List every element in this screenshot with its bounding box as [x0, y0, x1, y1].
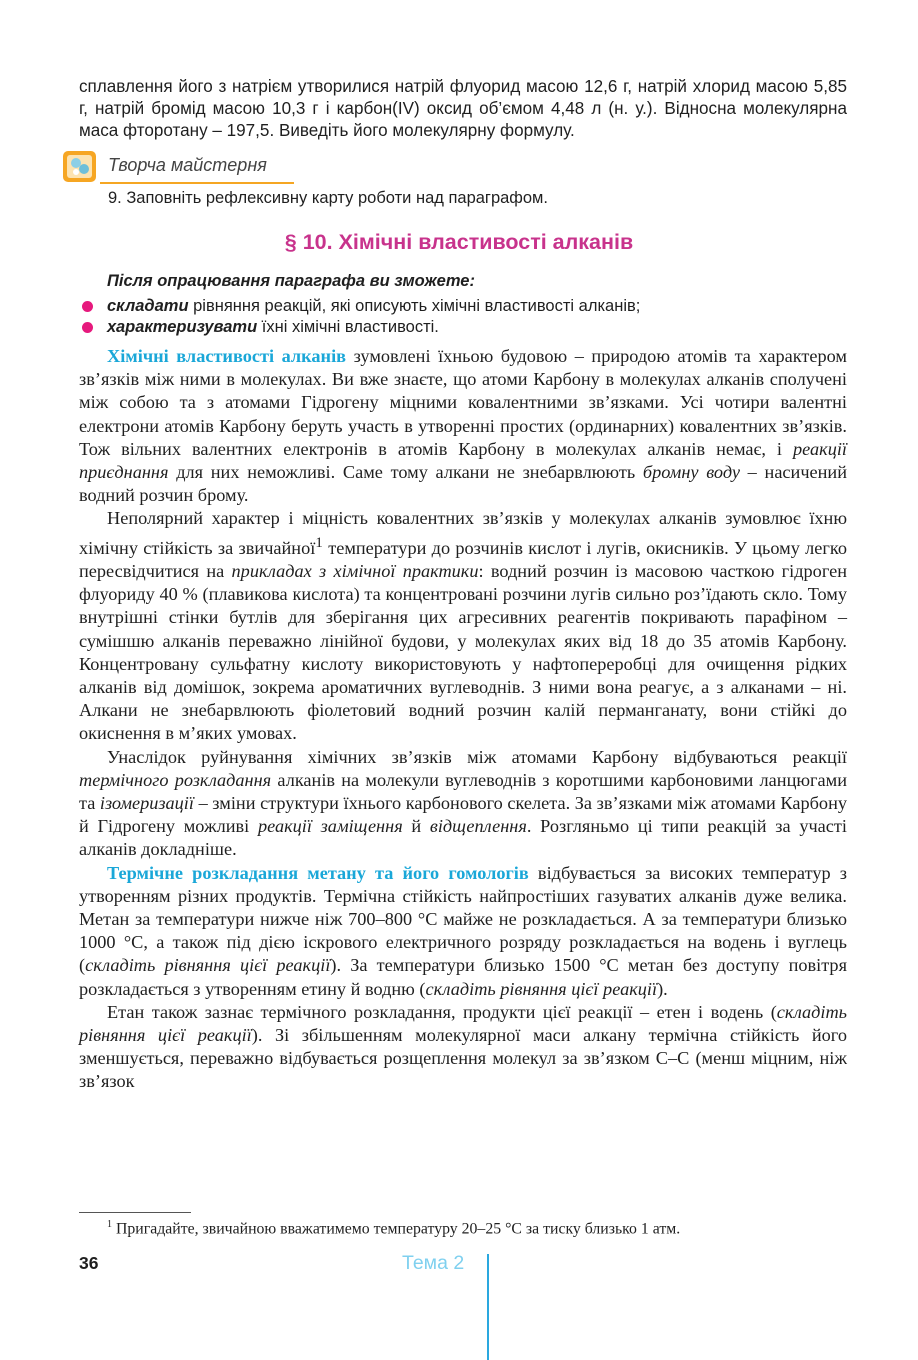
term: реакції приєднання	[79, 438, 847, 483]
text: Унаслідок руйнування хімічних зв’язків між атомами Карбону відбуваються реакції	[107, 746, 847, 767]
term: прикладах з хімічної практики	[231, 560, 479, 581]
text: ). Зі збільшенням молекулярної маси алкану термічна стійкість його зменшується, переважно відбувається розщеплення молекул за зв’язком С–С (менш міцним, ніж зв’язок	[79, 1024, 847, 1092]
keyword: Термічне розкладання метану та його гомологів	[107, 862, 529, 883]
outcome-verb: складати	[107, 297, 189, 315]
instruction: складіть рівняння цієї реакції	[425, 978, 658, 999]
section-title: § 10. Хімічні властивості алканів	[284, 230, 634, 254]
creative-workshop-icon	[62, 148, 98, 184]
body-text	[79, 345, 847, 1094]
task-9: 9. Заповніть рефлексивну карту роботи над параграфом.	[108, 189, 548, 207]
text: відбувається за високих температур з утворенням різних продуктів. Термічна стійкість найпростіших газуватих алканів дуже велика. Метан за температури нижче ніж 700–800 °С майже не розкладається. А за температури близько 1000 °С, а також під дією іскрового електричного розряду розкладається на водень і вуглець (	[79, 862, 847, 976]
paragraph	[79, 507, 847, 745]
text: Етан також зазнає термічного розкладання, продукти цієї реакції – етен і водень (	[107, 1001, 777, 1022]
text: алканів на молекули вуглеводнів з коротшими карбоновими ланцюгами та	[79, 769, 847, 813]
footnote-mark: 1	[107, 1219, 112, 1230]
text: ).	[657, 978, 668, 999]
term: термічного розкладання	[79, 769, 272, 790]
paragraph	[79, 1001, 847, 1094]
bullet-icon	[82, 322, 93, 333]
footnote-ref: 1	[315, 533, 323, 551]
topic-label: Тема 2	[402, 1252, 465, 1274]
text: температури до розчинів кислот і лугів, окисників. У цьому легко пересвідчитися на	[79, 537, 847, 581]
text: Неполярний характер і міцність ковалентних зв’язків у молекулах алканів зумовлює їхню хімічну стійкість за звичайної	[79, 508, 847, 558]
term: реакції заміщення	[257, 816, 403, 837]
instruction: складіть рівняння цієї реакції	[85, 955, 331, 976]
creative-workshop-underline	[100, 182, 294, 184]
instruction: складіть рівняння цієї реакції	[79, 1001, 847, 1045]
keyword: Хімічні властивості алканів	[107, 346, 347, 366]
paragraph	[79, 345, 847, 507]
top-paragraph: сплавлення його з натрієм утворилися натрій флуорид масою 12,6 г, натрій хлорид масою 5,85 г, натрій бромід масою 10,3 г і карбон(IV) оксид об’ємом 4,48 л (н. у.). Відносна молекулярна маса фторотану – 197,5. Виведіть його молекулярну формулу.	[79, 77, 847, 140]
text: . Розгляньмо ці типи реакцій за участі алканів докладніше.	[79, 816, 847, 860]
footnote-divider	[79, 1212, 191, 1213]
text: – насичений водний розчин брому.	[79, 462, 847, 506]
text: – зміни структури їхнього карбонового скелета. За зв’язками між атомами Карбону й Гідрогену можливі	[79, 792, 847, 837]
text: для них неможливі. Саме тому алкани не знебарвлюють	[168, 462, 643, 483]
outcomes-heading: Після опрацювання параграфа ви зможете:	[107, 272, 475, 290]
bullet-icon	[82, 301, 93, 312]
outcome-rest: рівняння реакцій, які описують хімічні властивості алканів;	[188, 297, 641, 315]
text: ). За температури близько 1500 °С метан без доступу повітря розкладається з утворенням етину й водню (	[79, 955, 847, 999]
term: бромну воду	[642, 462, 740, 483]
page-number: 36	[79, 1253, 99, 1273]
creative-workshop-title: Творча майстерня	[108, 155, 267, 175]
outcome-item	[107, 318, 439, 337]
footnote	[107, 1219, 680, 1238]
text: зумовлені їхньою будовою – природою атомів та характером зв’язків між ними в молекулах. Ви вже знаєте, що атоми Карбону в молекулах алканів сполучені між собою та з атомами Гідрогену міцними ковалентними зв’язками. Усі чотири валентні електрони атомів Карбону беруть участь в утворенні простих (ординарних) ковалентних зв’язків. Тож вільних валентних електронів в атомів Карбону в молекулах алканів немає, і	[79, 346, 847, 459]
text: : водний розчин із масовою часткою гідроген флуориду 40 % (плавикова кислота) та концентровані розчини лугів сильно роз’їдають скло. Тому внутрішні стінки бутлів для зберігання цих агресивних реагентів покривають парафіном – сумішшю алканів переважно лінійної будови, у молекулах яких від 18 до 35 атомів Карбону. Концентровану сульфатну кислоту використовують у нафтопереробці для очищення рідких алканів від домішок, зокрема ароматичних вуглеводнів. З ними вона реагує, а з алканами – ні. Алкани не знебарвлюють фіолетовий водний розчин калій перманганату, вони стійкі до окиснення в м’яких умовах.	[79, 560, 847, 744]
outcome-verb: характеризувати	[107, 318, 258, 336]
text: й	[402, 816, 430, 837]
paragraph	[79, 862, 847, 1001]
outcome-rest: їхні хімічні властивості.	[257, 318, 439, 336]
footnote-text: Пригадайте, звичайною вважатимемо температуру 20–25 °С за тиску близько 1 атм.	[112, 1220, 681, 1238]
term: ізомеризації	[99, 792, 194, 813]
paragraph	[79, 746, 847, 862]
term: відщеплення	[429, 816, 527, 837]
footer-divider	[487, 1254, 489, 1360]
outcome-item	[107, 297, 640, 316]
